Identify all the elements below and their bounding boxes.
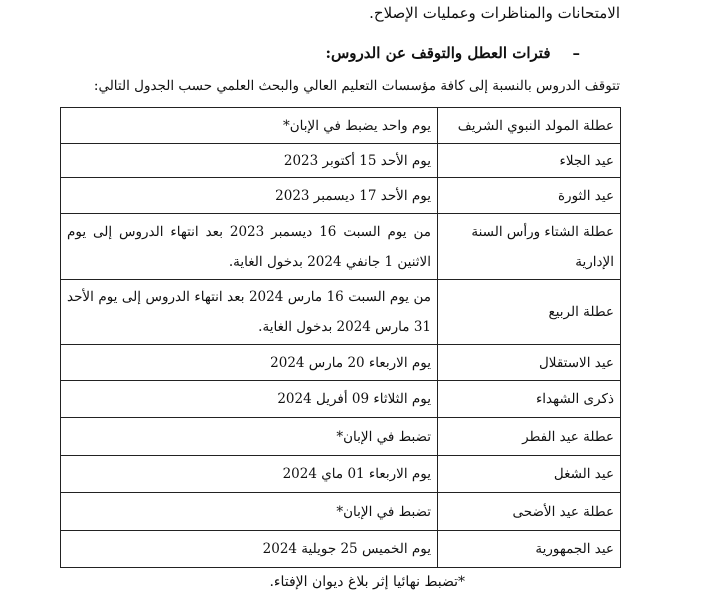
table-row — [61, 418, 621, 456]
holiday-schedule-table — [60, 107, 621, 568]
event-cell: عيد الثورة — [438, 178, 621, 214]
event-cell: ذكرى الشهداء — [438, 381, 621, 418]
table-row — [61, 108, 621, 144]
section-heading — [325, 44, 580, 62]
event-cell: عطلة الشتاء ورأس السنة الإدارية — [438, 214, 621, 280]
date-cell: يوم الاربعاء 01 ماي 2024 — [61, 456, 438, 493]
table-row — [61, 345, 621, 381]
event-cell: عطلة المولد النبوي الشريف — [438, 108, 621, 144]
table-row — [61, 493, 621, 531]
date-cell: من يوم السبت 16 مارس 2024 بعد انتهاء الدروس إلى يوم الأحد 31 مارس 2024 بدخول الغاية. — [61, 280, 438, 345]
date-cell: تضبط في الإبان* — [61, 493, 438, 531]
date-cell: يوم الاربعاء 20 مارس 2024 — [61, 345, 438, 381]
event-cell: عطلة عيد الأضحى — [438, 493, 621, 531]
table-row — [61, 531, 621, 568]
table-row — [61, 456, 621, 493]
date-cell: يوم الثلاثاء 09 أفريل 2024 — [61, 381, 438, 418]
table-row — [61, 381, 621, 418]
table-row — [61, 214, 621, 280]
date-cell: يوم الأحد 17 ديسمبر 2023 — [61, 178, 438, 214]
event-cell: عطلة عيد الفطر — [438, 418, 621, 456]
event-cell: عيد الاستقلال — [438, 345, 621, 381]
event-cell: عيد الشغل — [438, 456, 621, 493]
footnote: *تضبط نهائيا إثر بلاغ ديوان الإفتاء. — [269, 574, 465, 590]
table-row — [61, 178, 621, 214]
date-cell: يوم واحد يضبط في الإبان* — [61, 108, 438, 144]
date-cell: تضبط في الإبان* — [61, 418, 438, 456]
table-row — [61, 144, 621, 178]
table-row — [61, 280, 621, 345]
event-cell: عطلة الربيع — [438, 280, 621, 345]
date-cell: من يوم السبت 16 ديسمبر 2023 بعد انتهاء الدروس إلى يوم الاثنين 1 جانفي 2024 بدخول الغاية. — [61, 214, 438, 280]
heading-dash: – — [572, 44, 580, 62]
date-cell: يوم الخميس 25 جويلية 2024 — [61, 531, 438, 568]
date-cell: يوم الأحد 15 أكتوبر 2023 — [61, 144, 438, 178]
intro-paragraph: تتوقف الدروس بالنسبة إلى كافة مؤسسات التعليم العالي والبحث العلمي حسب الجدول التالي: — [93, 78, 620, 94]
top-line-text: الامتحانات والمناظرات وعمليات الإصلاح. — [369, 4, 620, 22]
heading-text: فترات العطل والتوقف عن الدروس: — [325, 44, 551, 62]
event-cell: عيد الجمهورية — [438, 531, 621, 568]
event-cell: عيد الجلاء — [438, 144, 621, 178]
